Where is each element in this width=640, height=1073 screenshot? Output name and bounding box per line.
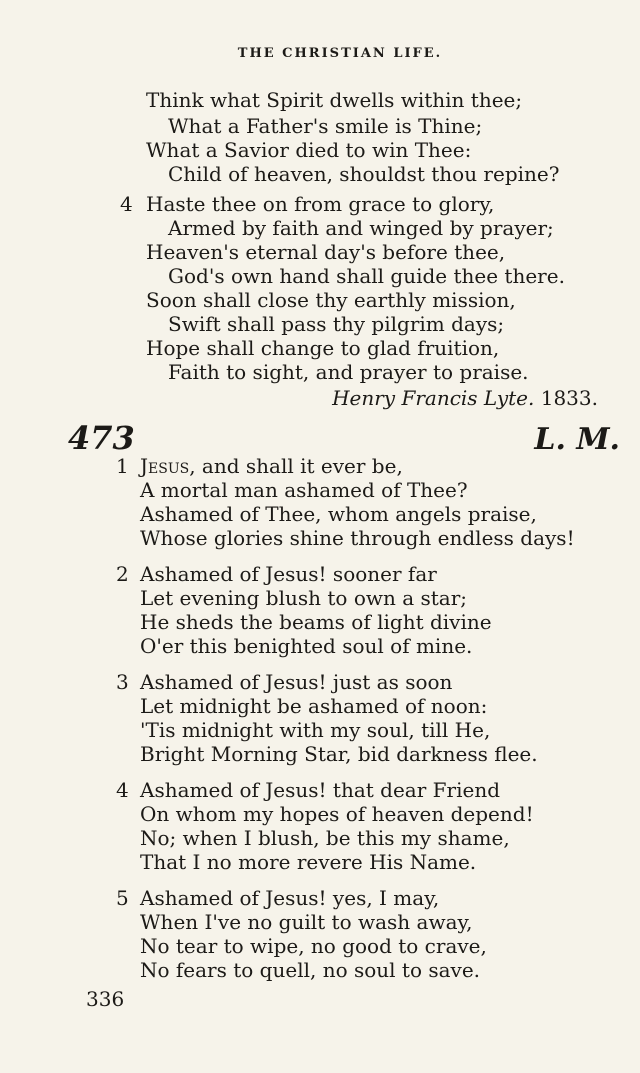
stanza-number: 3	[116, 670, 129, 694]
stanza-number: 1	[116, 454, 129, 478]
verse-line: Whose glories shine through endless days!	[140, 526, 575, 550]
stanza-number: 4	[116, 778, 129, 802]
verse-line: Ashamed of Jesus! that dear Friend	[140, 778, 500, 802]
stanza-number: 2	[116, 562, 129, 586]
verse-line: That I no more revere His Name.	[140, 850, 477, 874]
verse-line: Swift shall pass thy pilgrim days;	[168, 312, 505, 336]
verse-line: Haste thee on from grace to glory,	[146, 192, 495, 216]
stanza-number: 4	[120, 192, 133, 216]
verse-line: Ashamed of Jesus! sooner far	[140, 562, 437, 586]
verse-line	[140, 454, 403, 478]
first-word: Jesus,	[140, 454, 196, 478]
verse-line: He sheds the beams of light divine	[140, 610, 492, 634]
verse-line: Bright Morning Star, bid darkness flee.	[140, 742, 538, 766]
verse-line: Soon shall close thy earthly mission,	[146, 288, 516, 312]
verse-line: Child of heaven, shouldst thou repine?	[168, 162, 560, 186]
verse-line: No fears to quell, no soul to save.	[140, 958, 481, 982]
verse-line: Hope shall change to glad fruition,	[146, 336, 500, 360]
verse-line: Heaven's eternal day's before thee,	[146, 240, 506, 264]
verse-line: Ashamed of Jesus! yes, I may,	[140, 886, 440, 910]
stanza-number: 5	[116, 886, 129, 910]
page-number: 336	[86, 987, 125, 1011]
verse-line: Faith to sight, and prayer to praise.	[168, 360, 529, 384]
author-attribution	[332, 386, 598, 410]
verse-line: Armed by faith and winged by prayer;	[168, 216, 554, 240]
verse-line: O'er this benighted soul of mine.	[140, 634, 473, 658]
verse-line: What a Savior died to win Thee:	[146, 138, 472, 162]
verse-line: No; when I blush, be this my shame,	[140, 826, 510, 850]
verse-line: A mortal man ashamed of Thee?	[140, 478, 468, 502]
author-name: Henry Francis Lyte.	[332, 386, 535, 410]
verse-line: On whom my hopes of heaven depend!	[140, 802, 534, 826]
verse-line: What a Father's smile is Thine;	[168, 114, 483, 138]
verse-line: Think what Spirit dwells within thee;	[146, 88, 523, 112]
verse-line: Let evening blush to own a star;	[140, 586, 468, 610]
verse-line: Let midnight be ashamed of noon:	[140, 694, 488, 718]
verse-line: God's own hand shall guide thee there.	[168, 264, 565, 288]
verse-line: 'Tis midnight with my soul, till He,	[140, 718, 491, 742]
author-year: 1833.	[540, 386, 598, 410]
verse-line: No tear to wipe, no good to crave,	[140, 934, 487, 958]
hymn-number: 473	[68, 419, 135, 457]
verse-line-rest: and shall it ever be,	[195, 454, 403, 478]
verse-line: Ashamed of Jesus! just as soon	[140, 670, 453, 694]
verse-line: When I've no guilt to wash away,	[140, 910, 473, 934]
running-head: THE CHRISTIAN LIFE.	[237, 46, 443, 61]
hymn-meter: L. M.	[534, 422, 620, 457]
verse-line: Ashamed of Thee, whom angels praise,	[140, 502, 537, 526]
